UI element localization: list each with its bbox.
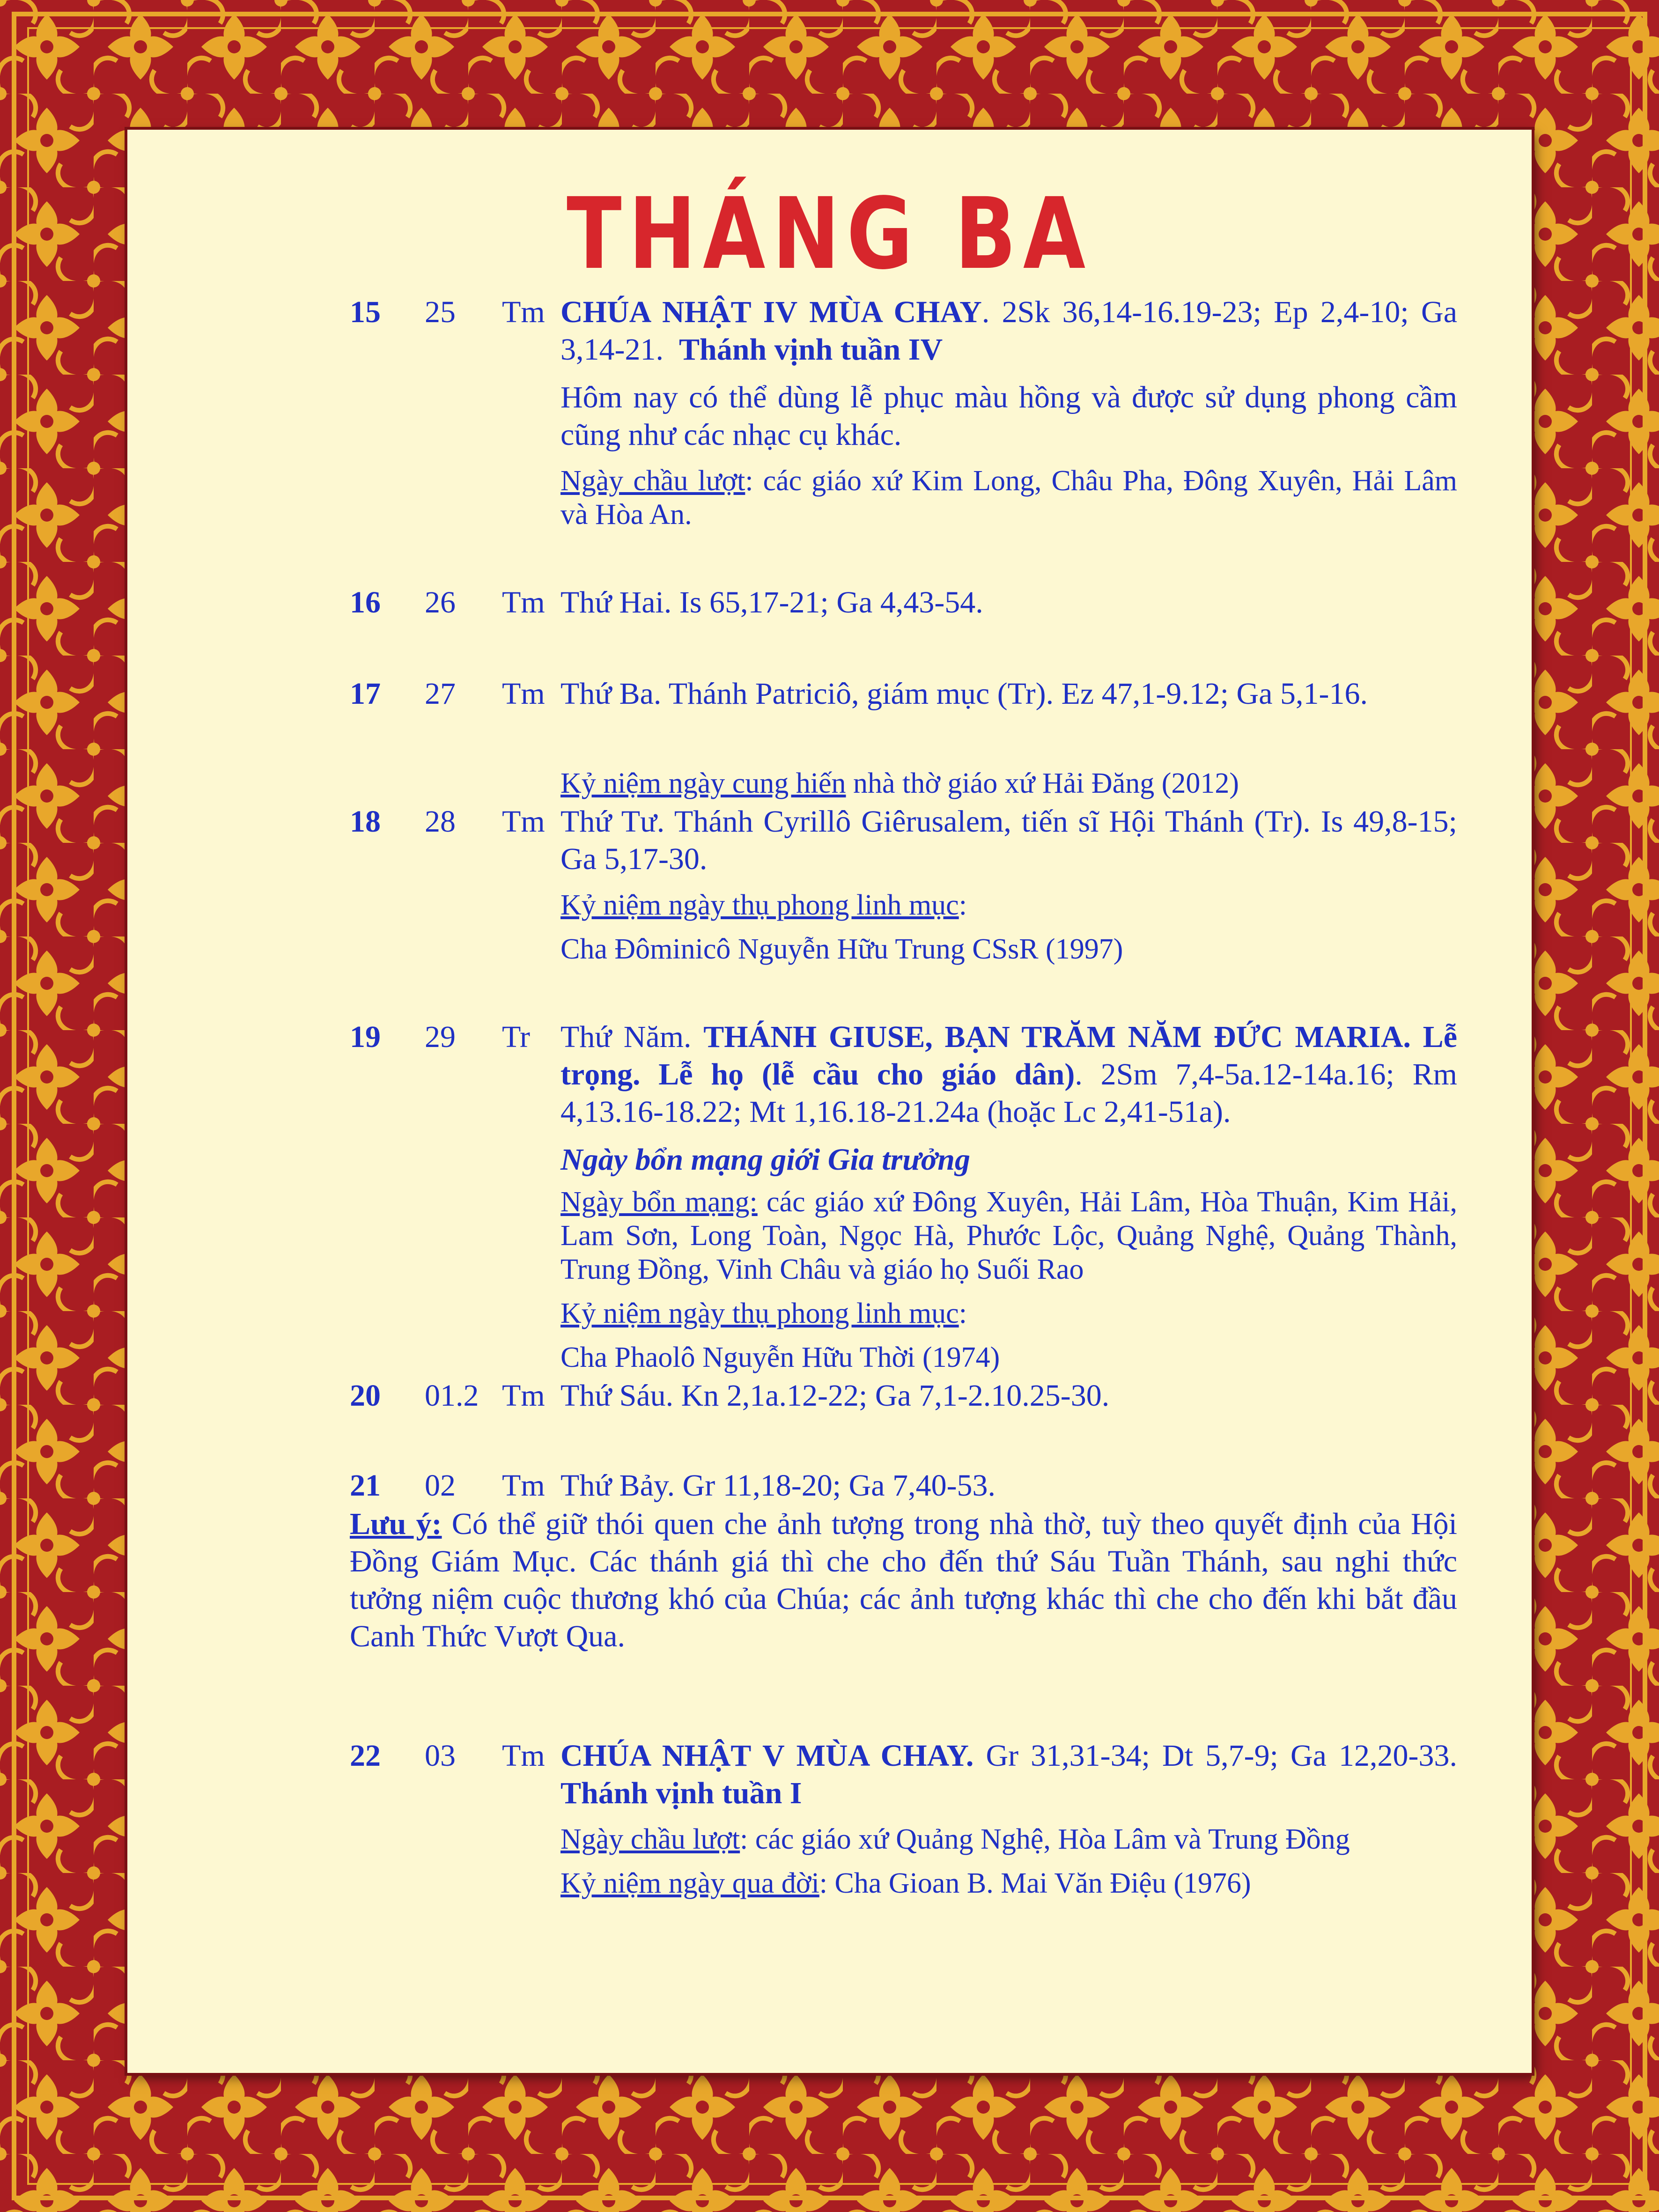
death-anniversary-text: : Cha Gioan B. Mai Văn Điệu (1976) [819, 1867, 1251, 1899]
liturgical-color: Tm [502, 585, 545, 619]
dedication-note [350, 767, 1457, 800]
ordination-label: Kỷ niệm ngày thụ phong linh mục [560, 1298, 959, 1329]
entry-readings: Thứ Bảy. Gr 11,18-20; Ga 7,40-53. [560, 1468, 996, 1503]
lunar-date: 01.2 [425, 1379, 479, 1413]
liturgical-color: Tm [502, 1468, 545, 1503]
dedication-label: Kỷ niệm ngày cung hiến [560, 767, 846, 799]
note-paragraph [350, 1505, 1457, 1655]
entry-17 [350, 675, 1457, 713]
psalter-week: Thánh vịnh tuần IV [678, 332, 943, 367]
liturgical-color: Tr [502, 1020, 530, 1054]
entry-readings: Thứ Sáu. Kn 2,1a.12-22; Ga 7,1-2.10.25-30. [560, 1379, 1110, 1413]
note-text: Có thể giữ thói quen che ảnh tượng trong nhà thờ, tuỳ theo quyết định của Hội Đồng Giám Mục. Các thánh giá thì che cho đến thứ Sáu Tuần Thánh, sau nghi thức tưởng niệm cuộc thương khó của Chúa; các ảnh tượng khác thì che cho đến khi bắt đầu Canh Thức Vượt Qua. [350, 1507, 1457, 1653]
adoration-label: Ngày chầu lượt [560, 465, 745, 497]
ordination-name: Cha Đôminicô Nguyễn Hữu Trung CSsR (1997) [560, 933, 1123, 965]
ordination-note [560, 1297, 1457, 1330]
feast-name: CHÚA NHẬT IV MÙA CHAY [560, 295, 982, 329]
feast-name: CHÚA NHẬT V MÙA CHAY. [560, 1739, 974, 1773]
feast-day-text: các giáo xứ Đông Xuyên, Hải Lâm, Hòa Thuận, Kim Hải, Lam Sơn, Long Toàn, Ngọc Hà, Phước Lộc, Quảng Nghệ, Quảng Thành, Trung Đồng, Vinh Châu và giáo họ Suối Rao [560, 1186, 1457, 1285]
day-number: 21 [350, 1468, 381, 1503]
entry-readings [560, 1018, 1457, 1131]
lunar-date: 26 [425, 585, 456, 619]
lunar-date: 25 [425, 295, 456, 329]
calendar-page [127, 130, 1532, 2073]
entry-readings [560, 1737, 1457, 1812]
dedication-detail: nhà thờ giáo xứ Hải Đăng (2012) [846, 767, 1239, 799]
entry-note: Hôm nay có thể dùng lễ phục màu hồng và được sử dụng phong cầm cũng như các nhạc cụ khác. [560, 380, 1457, 452]
lunar-date: 27 [425, 677, 456, 711]
patron-day: Ngày bổn mạng giới Gia trưởng [560, 1143, 970, 1177]
liturgical-color: Tm [502, 804, 545, 839]
calendar-entries [350, 294, 1457, 1900]
adoration-text: : các giáo xứ Kim Long, Châu Pha, Đông Xuyên, Hải Lâm và Hòa An. [560, 465, 1457, 531]
ordination-note [560, 888, 1457, 922]
entry-21 [350, 1467, 1457, 1504]
entry-22 [350, 1737, 1457, 1900]
day-number: 16 [350, 585, 381, 619]
day-number: 22 [350, 1739, 381, 1773]
entry-readings: Thứ Hai. Is 65,17-21; Ga 4,43-54. [560, 585, 983, 619]
weekday: Thứ Năm. [560, 1020, 704, 1054]
readings: . 2Sm 7,4-5a.12-14a.16; Rm 4,13.16-18.22; Mt 1,16.18-21.24a (hoặc Lc 2,41-51a). [560, 1057, 1457, 1129]
liturgical-color: Tm [502, 1379, 545, 1413]
feast-day-note [560, 1185, 1457, 1286]
entry-18 [350, 803, 1457, 966]
adoration-label: Ngày chầu lượt [560, 1823, 740, 1855]
ordination-label: Kỷ niệm ngày thụ phong linh mục [560, 889, 959, 921]
entry-16 [350, 584, 1457, 621]
day-number: 18 [350, 804, 381, 839]
ordination-name: Cha Phaolô Nguyễn Hữu Thời (1974) [560, 1342, 1000, 1373]
entry-readings: Thứ Tư. Thánh Cyrillô Giêrusalem, tiến sĩ Hội Thánh (Tr). Is 49,8-15; Ga 5,17-30. [560, 804, 1457, 876]
readings: . 2Sk 36,14-16.19-23; Ep 2,4-10; Ga 3,14-21. [560, 295, 1458, 367]
psalter-week: Thánh vịnh tuần I [560, 1776, 802, 1810]
entry-15 [350, 294, 1457, 531]
day-number: 20 [350, 1379, 381, 1413]
entry-readings [560, 294, 1457, 369]
day-number: 19 [350, 1020, 381, 1054]
day-number: 17 [350, 677, 381, 711]
ordination-colon: : [959, 889, 967, 921]
dedication-text [560, 767, 1457, 800]
adoration-note [560, 1822, 1457, 1856]
adoration-text: : các giáo xứ Quảng Nghệ, Hòa Lâm và Trung Đồng [740, 1823, 1350, 1855]
lunar-date: 29 [425, 1020, 456, 1054]
adoration-note [560, 464, 1457, 531]
lunar-date: 03 [425, 1739, 456, 1773]
liturgical-color: Tm [502, 677, 545, 711]
ordination-colon: : [959, 1298, 967, 1329]
entry-readings: Thứ Ba. Thánh Patriciô, giám mục (Tr). Ez 47,1-9.12; Ga 5,1-16. [560, 677, 1368, 711]
entry-20 [350, 1377, 1457, 1415]
note-label: Lưu ý: [350, 1507, 442, 1541]
entry-19 [350, 1018, 1457, 1374]
feast-day-label: Ngày bổn mạng: [560, 1186, 758, 1218]
death-anniversary-label: Kỷ niệm ngày qua đời [560, 1867, 819, 1899]
death-anniversary-note [560, 1866, 1457, 1900]
lunar-date: 28 [425, 804, 456, 839]
liturgical-color: Tm [502, 1739, 545, 1773]
liturgical-color: Tm [502, 295, 545, 329]
day-number: 15 [350, 295, 381, 329]
page-title: THÁNG BA [567, 177, 1092, 291]
readings: Gr 31,31-34; Dt 5,7-9; Ga 12,20-33. [973, 1739, 1457, 1773]
feast-name: THÁNH GIUSE, BẠN TRĂM NĂM ĐỨC MARIA. Lễ trọng. Lễ họ (lễ cầu cho giáo dân) [560, 1020, 1457, 1091]
lunar-date: 02 [425, 1468, 456, 1503]
